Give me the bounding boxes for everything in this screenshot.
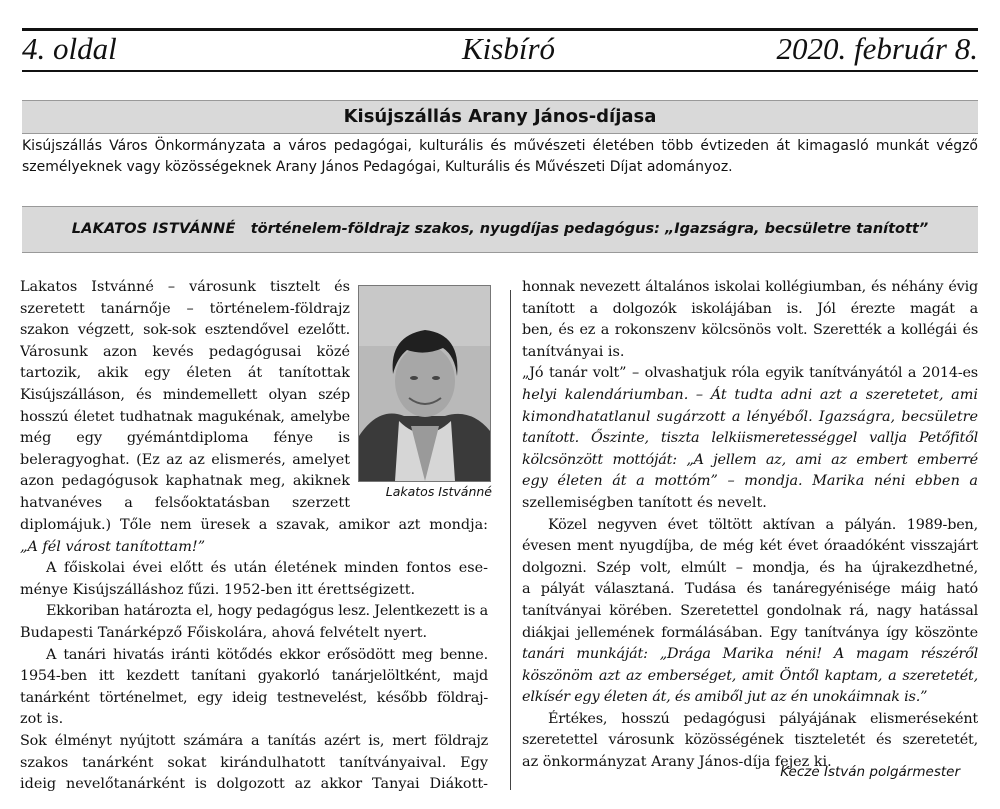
- text-line: beleragyoghat. (Ez az az elismerés, amelyet: [20, 451, 350, 468]
- text-line: tanított a dolgozók iskolájában is. Jól érezte magát a: [522, 300, 978, 317]
- article-subtitle: [22, 206, 978, 253]
- text-line: Budapesti Tanárképző Főiskolára, ahová felvételt nyert.: [20, 624, 428, 641]
- text-line: 1954-ben itt kezdett tanítani gyakorló tanárjelöltként, majd: [20, 668, 488, 685]
- text-line: tanítványai is.: [522, 343, 625, 360]
- text-line: diákjai jellemének formálásában. Egy tanítványa így köszönte: [522, 624, 978, 641]
- text-line: évesen ment nyugdíjba, de még két évet óraadóként visszajárt: [522, 538, 978, 555]
- text-line: A főiskolai évei előtt és után életének minden fontos ese-: [46, 560, 488, 577]
- subtitle-text: történelem-földrajz szakos, nyugdíjas pedagógus: „Igazságra, becsületre tanított”: [250, 221, 929, 237]
- text-line: Értékes, hosszú pedagógusi pályájának elismeréseként: [548, 710, 978, 727]
- text-line: köszönöm azt az emberséget, amit Öntől kaptam, a szeretetét,: [522, 667, 978, 684]
- text-line: Ekkoriban határozta el, hogy pedagógus lesz. Jelentkezett is a: [46, 603, 488, 620]
- text-line: egy életen át a mottóm” – mondja. Marika néni ebben a: [522, 473, 978, 490]
- text-line: azon pedagógusok kaphatnak meg, akiknek: [20, 473, 350, 490]
- text-line: hosszú életet tudhatnak magukénak, amelybe: [20, 408, 350, 425]
- text-line: honnak nevezett általános iskolai kollégiumban, és néhány évig: [522, 279, 978, 295]
- header-bottom-rule: [22, 70, 978, 72]
- issue-date: 2020. február 8.: [776, 31, 978, 66]
- text-line: szakos tanárként sokat kirándulhatott tanítványaival. Egy: [20, 754, 488, 771]
- text-line: dolgozni. Szép volt, elmúlt – mondja, és ha újrakezdhetné,: [522, 559, 978, 576]
- text-line: szeretett tanárnője – történelem-földrajz: [20, 300, 350, 317]
- text-line: ideig nevelőtanárként is dolgozott az akkor Tanyai Diákott-: [20, 776, 488, 793]
- intro-line: személyeknek vagy közösségeknek Arany János Pedagógai, Kulturális és Művészeti Díjat adományoz.: [22, 159, 733, 175]
- text-line: kölcsönzött mottóját: „A jellem az, ami az embert emberré: [522, 451, 978, 468]
- text-line: szakon végzett, sok-sok esztendővel ezelőtt.: [20, 322, 350, 339]
- text-line: Sok élményt nyújtott számára a tanítás azért is, mert földrajz: [20, 732, 488, 749]
- signature: Kecze István polgármester: [780, 764, 960, 780]
- intro-line: Kisújszállás Város Önkormányzata a város pedagógai, kulturális és művészeti életében több évtizeden át kimagasló munkát végző: [22, 138, 978, 154]
- text-line: A tanári hivatás iránti kötődés ekkor erősödött meg benne.: [46, 646, 488, 663]
- text-line: tanári munkáját: „Drága Marika néni! A magam részéről: [522, 646, 978, 663]
- page-number: 4. oldal: [22, 31, 117, 66]
- right-column: [522, 277, 978, 774]
- text-line: zot is.: [20, 711, 64, 728]
- subtitle-name: LAKATOS ISTVÁNNÉ: [71, 221, 236, 237]
- text-line: Közel negyven évet töltött aktívan a pályán. 1989-ben,: [548, 516, 978, 533]
- column-divider: [510, 290, 511, 790]
- text-line: ménye Kisújszálláshoz fűzi. 1952-ben itt érettségizett.: [20, 581, 416, 598]
- text-line: tanított. Őszinte, tiszta lelkiismeretességgel vallja Petőfitől: [522, 430, 978, 447]
- text-line: hatvanéves a felsőoktatásban szerzett: [20, 494, 350, 511]
- quote-line: „A fél várost tanítottam!”: [20, 538, 206, 555]
- article-title: Kisújszállás Arany János-díjasa: [22, 100, 978, 134]
- text-line: ben, és ez a rokonszenv kölcsönös volt. Szerették a kollégái és: [522, 322, 978, 339]
- text-line: a pályát választaná. Tudása és tanáregyénisége máig ható: [522, 581, 978, 598]
- text-line: kimondhatatlanul sugárzott a lényéből. Igazságra, becsületre: [522, 408, 978, 425]
- text-line: az önkormányzat Arany János-díja fejez ki.: [522, 754, 832, 771]
- intro-paragraph: [22, 136, 978, 178]
- photo-caption: Lakatos Istvánné: [385, 484, 492, 499]
- text-line: Városunk azon kevés pedagógusai közé: [20, 343, 350, 360]
- portrait-photo: [358, 285, 491, 482]
- left-column-bottom: [20, 515, 488, 796]
- text-line: tanárként történelmet, egy ideig testnevelést, később földraj-: [20, 689, 488, 706]
- page-header: [22, 28, 978, 70]
- text-line: helyi kalendáriumban. – Át tudta adni azt a szeretetet, ami: [522, 386, 978, 403]
- text-line: szeretettel városunk közösségének tiszteletét és szeretetét,: [522, 732, 978, 749]
- text-line: tartozik, akik egy életen át tanítottak: [20, 365, 350, 382]
- portrait-image-icon: [359, 286, 490, 481]
- text-line: diplomájuk.) Tőle nem üresek a szavak, amikor azt mondja:: [20, 517, 488, 533]
- newspaper-name: Kisbíró: [462, 31, 556, 66]
- text-line: Kisújszálláson, és mindemellett olyan szép: [20, 386, 350, 403]
- text-line: szellemiségben tanított és nevelt.: [522, 494, 767, 511]
- text-line: még egy gyémántdiploma fénye is: [20, 430, 350, 447]
- text-line: Lakatos Istvánné – városunk tisztelt és: [20, 279, 350, 295]
- text-line: tanítványai körében. Szeretettel gondolnak rá, nagy hatással: [522, 602, 978, 619]
- text-line: elkísér egy életen át, és amiből jut az én unokáimnak is.”: [522, 689, 928, 706]
- left-column-top: [20, 277, 350, 515]
- text-line: „Jó tanár volt” – olvashatjuk róla egyik tanítványától a 2014-es: [522, 365, 978, 382]
